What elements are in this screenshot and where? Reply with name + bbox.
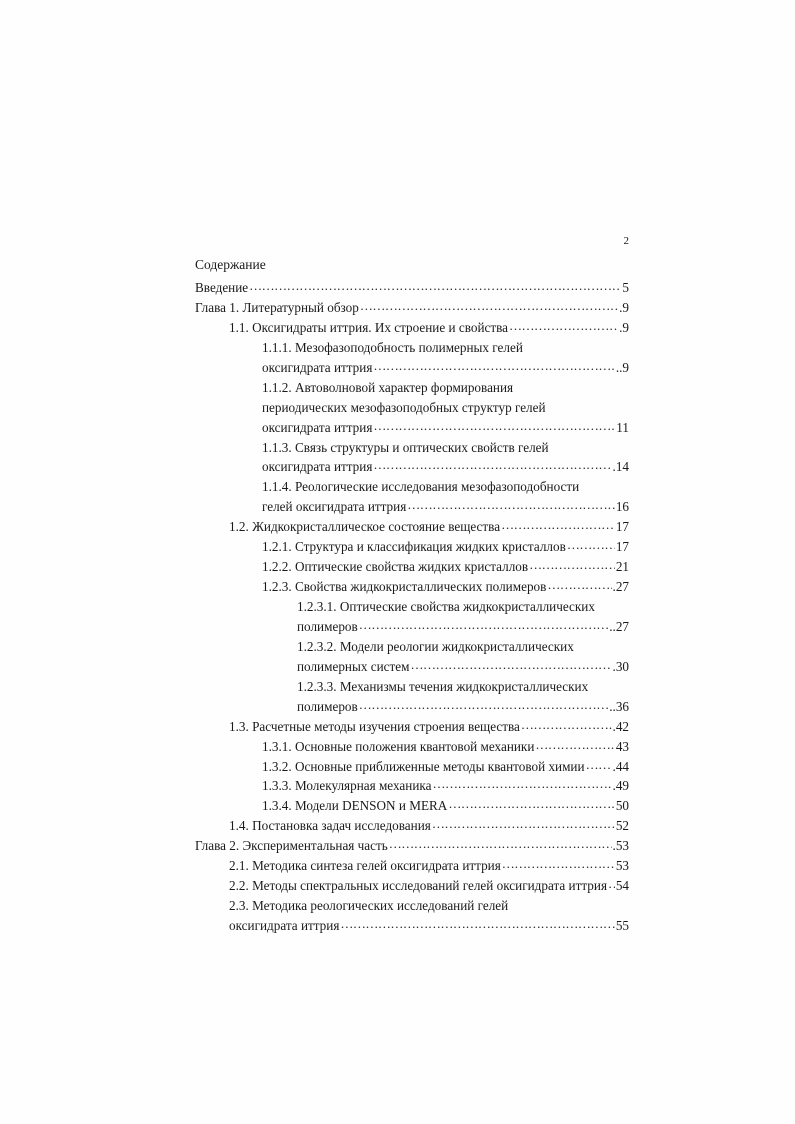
toc-page-number: ..36: [609, 698, 629, 714]
toc-dot-leader: [373, 420, 615, 432]
toc-entry: [195, 517, 629, 537]
toc-dot-leader: [359, 619, 608, 631]
toc-page-number: 43: [615, 738, 629, 754]
toc-entry: [195, 637, 629, 657]
toc-dot-leader: [535, 739, 614, 751]
toc-entry-text: оксигидрата иттрия: [229, 918, 340, 933]
toc-page-number: 17: [615, 519, 629, 535]
toc-page-number: 21: [615, 559, 629, 575]
toc-dot-leader: [389, 838, 612, 850]
toc-entry-text: периодических мезофазоподобных структур гелей: [262, 399, 546, 415]
toc-page-number: 55: [615, 918, 629, 933]
toc-entry: [195, 398, 629, 418]
table-of-contents: [195, 278, 629, 936]
toc-entry: [195, 438, 629, 458]
toc-page-number: .9: [619, 299, 629, 315]
toc-dot-leader: [521, 719, 612, 731]
toc-page-number: .42: [612, 718, 629, 734]
toc-dot-leader: [501, 519, 615, 531]
toc-entry: [195, 737, 629, 757]
toc-page-number: 52: [615, 818, 629, 834]
toc-entry-text: оксигидрата иттрия: [262, 359, 373, 375]
toc-entry-text: 1.1.2. Автоволновой характер формирования: [262, 379, 514, 395]
toc-entry: [195, 717, 629, 737]
toc-entry-text: 1.3. Расчетные методы изучения строения вещества: [229, 718, 520, 734]
toc-dot-leader: [373, 459, 611, 471]
toc-heading: Содержание: [195, 257, 266, 272]
toc-entry-text: 1.4. Постановка задач исследования: [229, 818, 431, 834]
toc-entry: [195, 757, 629, 777]
toc-dot-leader: [432, 818, 615, 830]
toc-entry: [195, 477, 629, 497]
toc-page-number: .30: [612, 658, 629, 674]
toc-entry: [195, 836, 629, 856]
toc-dot-leader: [448, 798, 614, 810]
toc-dot-leader: [373, 360, 614, 372]
toc-entry-text: полимерных систем: [297, 658, 410, 674]
toc-entry-text: оксигидрата иттрия: [262, 419, 373, 435]
toc-entry-text: 1.3.1. Основные положения квантовой механики: [262, 738, 535, 754]
toc-entry: [195, 378, 629, 398]
toc-entry: [195, 597, 629, 617]
toc-page-number: ..27: [609, 618, 629, 634]
toc-entry: [195, 697, 629, 717]
toc-page-number: .14: [612, 459, 629, 475]
toc-entry-text: 1.3.3. Молекулярная механика: [262, 778, 432, 794]
toc-dot-leader: [608, 878, 615, 890]
toc-page-number: .44: [612, 758, 629, 774]
toc-dot-leader: [567, 539, 615, 551]
toc-entry: [195, 876, 629, 896]
toc-page-number: 11: [616, 419, 629, 435]
toc-dot-leader: [529, 559, 615, 571]
toc-page-number: 53: [615, 858, 629, 874]
page-number: 2: [623, 235, 629, 247]
toc-entry-text: Глава 2. Экспериментальная часть: [195, 838, 388, 854]
toc-entry: [195, 916, 629, 936]
toc-entry-text: Глава 1. Литературный обзор: [195, 299, 359, 315]
toc-dot-leader: [547, 579, 611, 591]
toc-entry-text: гелей оксигидрата иттрия: [262, 499, 407, 515]
toc-entry-text: 1.2.1. Структура и классификация жидких кристаллов: [262, 539, 566, 555]
toc-entry-text: полимеров: [297, 618, 358, 634]
toc-entry: [195, 557, 629, 577]
toc-entry: [195, 577, 629, 597]
toc-entry-text: Введение: [195, 280, 249, 295]
toc-page-number: .49: [612, 778, 629, 794]
toc-page-number: .27: [612, 579, 629, 595]
toc-entry: [195, 617, 629, 637]
toc-page-number: 16: [615, 499, 629, 515]
toc-entry-text: 1.1.4. Реологические исследования мезофазоподобности: [262, 479, 580, 495]
toc-dot-leader: [407, 499, 615, 511]
toc-entry: [195, 497, 629, 517]
toc-entry-text: 1.2.3.3. Механизмы течения жидкокристаллических: [297, 678, 589, 694]
toc-page-number: .53: [612, 838, 629, 854]
toc-entry: [195, 418, 629, 438]
toc-entry: [195, 457, 629, 477]
toc-dot-leader: [249, 280, 621, 292]
toc-page-number: 54: [615, 878, 629, 894]
toc-entry: [195, 856, 629, 876]
toc-entry-text: 1.2.3. Свойства жидкокристаллических полимеров: [262, 579, 547, 595]
toc-dot-leader: [360, 300, 618, 312]
toc-entry-text: 2.1. Методика синтеза гелей оксигидрата иттрия: [229, 858, 501, 874]
toc-dot-leader: [502, 858, 615, 870]
toc-dot-leader: [410, 659, 611, 671]
toc-entry-text: 1.1. Оксигидраты иттрия. Их строение и свойства: [229, 319, 509, 335]
toc-dot-leader: [432, 778, 611, 790]
toc-entry: [195, 318, 629, 338]
toc-entry-text: оксигидрата иттрия: [262, 459, 373, 475]
toc-entry-text: 2.2. Методы спектральных исследований гелей оксигидрата иттрия: [229, 878, 608, 894]
toc-entry: [195, 358, 629, 378]
toc-entry-text: 2.3. Методика реологических исследований гелей: [229, 898, 509, 914]
toc-entry: [195, 537, 629, 557]
toc-page-number: .9: [619, 319, 629, 335]
toc-entry-text: 1.2. Жидкокристаллическое состояние вещества: [229, 519, 501, 535]
toc-dot-leader: [586, 759, 612, 771]
toc-dot-leader: [359, 699, 608, 711]
toc-entry-text: 1.1.1. Мезофазоподобность полимерных гелей: [262, 339, 523, 355]
toc-entry: [195, 816, 629, 836]
toc-dot-leader: [340, 918, 614, 930]
toc-entry: [195, 896, 629, 916]
toc-page-number: 50: [615, 798, 629, 814]
toc-entry-text: 1.1.3. Связь структуры и оптических свойств гелей: [262, 439, 549, 455]
toc-entry-text: 1.3.4. Модели DENSON и MERA: [262, 798, 448, 814]
toc-dot-leader: [509, 320, 618, 332]
toc-entry: [195, 278, 629, 298]
toc-entry: [195, 657, 629, 677]
toc-entry: [195, 298, 629, 318]
toc-entry-text: 1.3.2. Основные приближенные методы квантовой химии: [262, 758, 585, 774]
toc-entry-text: 1.2.2. Оптические свойства жидких кристаллов: [262, 559, 529, 575]
toc-entry-text: 1.2.3.2. Модели реологии жидкокристаллических: [297, 638, 574, 654]
toc-entry: [195, 338, 629, 358]
toc-entry: [195, 677, 629, 697]
toc-page-number: 5: [622, 280, 629, 295]
toc-entry-text: полимеров: [297, 698, 358, 714]
toc-entry: [195, 796, 629, 816]
toc-entry-text: 1.2.3.1. Оптические свойства жидкокристаллических: [297, 599, 595, 614]
toc-entry: [195, 776, 629, 796]
toc-page-number: ..9: [615, 359, 629, 375]
toc-page-number: 17: [615, 539, 629, 555]
